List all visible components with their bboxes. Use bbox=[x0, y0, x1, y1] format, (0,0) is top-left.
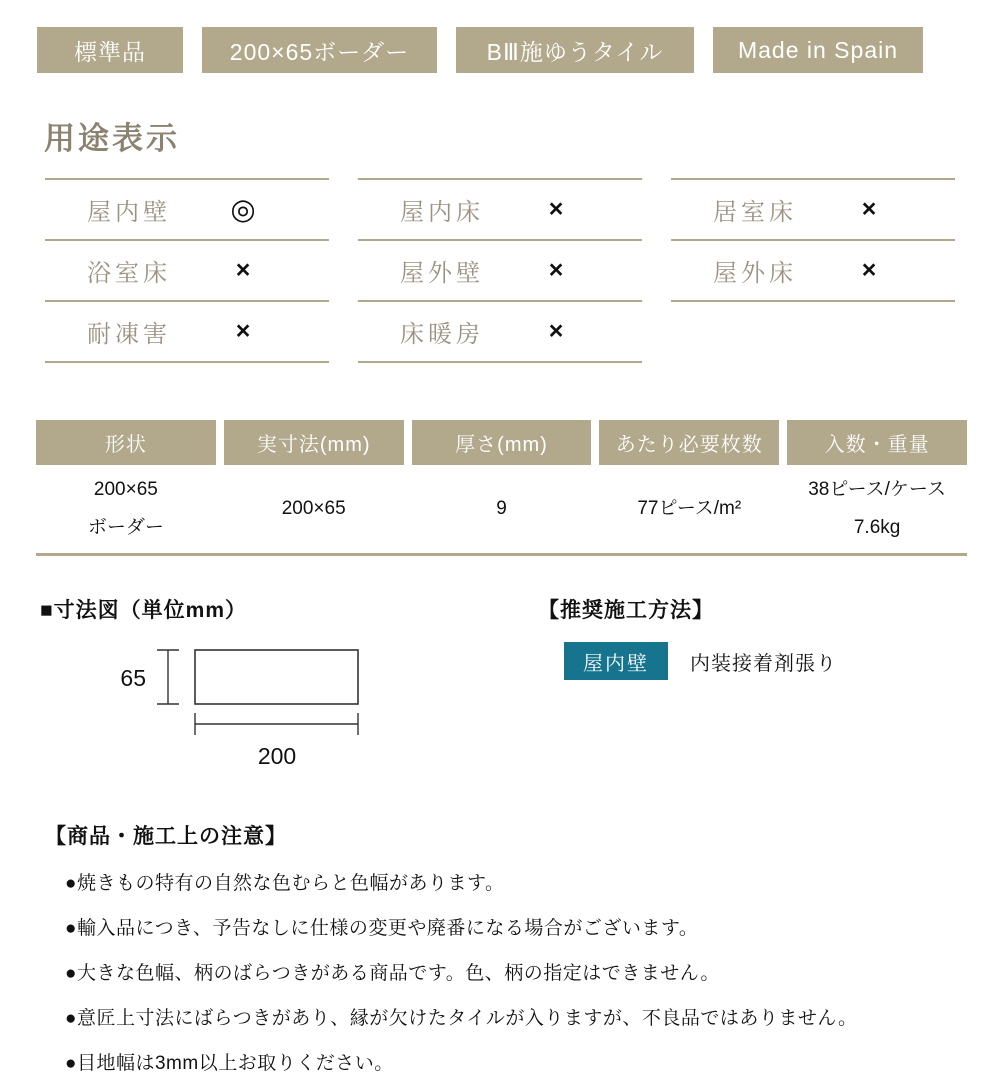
spec-value-thickness: 9 bbox=[496, 498, 507, 519]
spec-table bbox=[36, 420, 967, 556]
usage-mark-cross: × bbox=[548, 195, 564, 223]
usage-row-living-room-floor bbox=[671, 178, 955, 239]
usage-column-2 bbox=[358, 178, 642, 363]
usage-mark-cross: × bbox=[861, 256, 877, 284]
notes-section-title: 【商品・施工上の注意】 bbox=[45, 825, 287, 848]
note-item: ●目地幅は3mm以上お取りください。 bbox=[65, 1053, 394, 1074]
spec-header-actual-size: 実寸法(mm) bbox=[224, 420, 404, 465]
note-item: ●輸入品につき、予告なしに仕様の変更や廃番になる場合がございます。 bbox=[65, 918, 699, 939]
height-dimension-label: 65 bbox=[120, 665, 146, 691]
usage-row-outdoor-wall bbox=[358, 239, 642, 300]
usage-column-1 bbox=[45, 178, 329, 363]
usage-row-indoor-floor bbox=[358, 178, 642, 239]
diagram-and-method-row bbox=[0, 594, 1000, 784]
usage-label: 耐凍害 bbox=[87, 321, 171, 348]
usage-label: 居室床 bbox=[713, 199, 797, 226]
usage-mark-cross: × bbox=[548, 256, 564, 284]
usage-label: 屋外床 bbox=[713, 260, 797, 287]
note-item: ●焼きもの特有の自然な色むらと色幅があります。 bbox=[65, 873, 505, 894]
usage-column-3 bbox=[671, 178, 955, 302]
spec-table-header-row bbox=[36, 420, 967, 465]
dimension-section bbox=[40, 594, 500, 784]
dimension-section-title: ■寸法図（単位mm） bbox=[40, 599, 248, 622]
usage-row-outdoor-floor bbox=[671, 239, 955, 300]
usage-table bbox=[45, 178, 1000, 363]
usage-row-floor-heating bbox=[358, 300, 642, 361]
method-location-badge: 屋内壁 bbox=[564, 642, 668, 680]
spec-table-value-row bbox=[36, 465, 967, 556]
usage-label: 屋内床 bbox=[400, 199, 484, 226]
usage-label: 屋内壁 bbox=[87, 199, 171, 226]
usage-mark-cross: × bbox=[235, 317, 251, 345]
badge-made-in-spain: Made in Spain bbox=[713, 27, 923, 73]
usage-row-indoor-wall bbox=[45, 178, 329, 239]
spec-header-pieces-required: あたり必要枚数 bbox=[599, 420, 779, 465]
recommended-method-section bbox=[538, 594, 837, 784]
dimension-diagram bbox=[58, 634, 418, 784]
spec-value-case-weight: 7.6kg bbox=[853, 517, 901, 538]
spec-value-pieces-required: 77ピース/m² bbox=[637, 498, 742, 519]
usage-mark-cross: × bbox=[548, 317, 564, 345]
badge-size-border: 200×65ボーダー bbox=[202, 27, 437, 73]
badge-standard-product: 標準品 bbox=[37, 27, 183, 73]
width-dimension-label: 200 bbox=[257, 743, 297, 769]
method-description: 内装接着剤張り bbox=[690, 652, 837, 675]
spec-value-pieces-per-case: 38ピース/ケース bbox=[808, 479, 946, 500]
spec-header-shape: 形状 bbox=[36, 420, 216, 465]
spec-value-shape-size: 200×65 bbox=[93, 479, 158, 500]
spec-header-thickness: 厚さ(mm) bbox=[412, 420, 592, 465]
usage-row-frost-resistance bbox=[45, 300, 329, 361]
notes-section bbox=[45, 820, 1000, 1075]
recommended-method-row bbox=[564, 642, 837, 680]
spec-value-actual-size: 200×65 bbox=[281, 498, 346, 519]
usage-mark-cross: × bbox=[235, 256, 251, 284]
note-item: ●大きな色幅、柄のばらつきがある商品です。色、柄の指定はできません。 bbox=[65, 963, 720, 984]
usage-label: 屋外壁 bbox=[400, 260, 484, 287]
usage-section-title: 用途表示 bbox=[44, 121, 180, 156]
note-item: ●意匠上寸法にばらつきがあり、縁が欠けたタイルが入りますが、不良品ではありません。 bbox=[65, 1008, 858, 1029]
badge-glazed-tile: BⅢ施ゆうタイル bbox=[456, 27, 694, 73]
spec-value-shape-type: ボーダー bbox=[87, 517, 164, 538]
usage-label: 浴室床 bbox=[87, 260, 171, 287]
spec-value-shape bbox=[36, 471, 216, 547]
usage-row-bathroom-floor bbox=[45, 239, 329, 300]
usage-label: 床暖房 bbox=[400, 321, 484, 348]
product-badges bbox=[0, 0, 1000, 73]
recommended-method-title: 【推奨施工方法】 bbox=[538, 599, 714, 622]
usage-mark-double-circle: ◎ bbox=[230, 194, 256, 226]
tile-outline-rect bbox=[195, 650, 358, 704]
spec-value-packing-weight bbox=[787, 471, 967, 547]
spec-header-packing-weight: 入数・重量 bbox=[787, 420, 967, 465]
usage-mark-cross: × bbox=[861, 195, 877, 223]
